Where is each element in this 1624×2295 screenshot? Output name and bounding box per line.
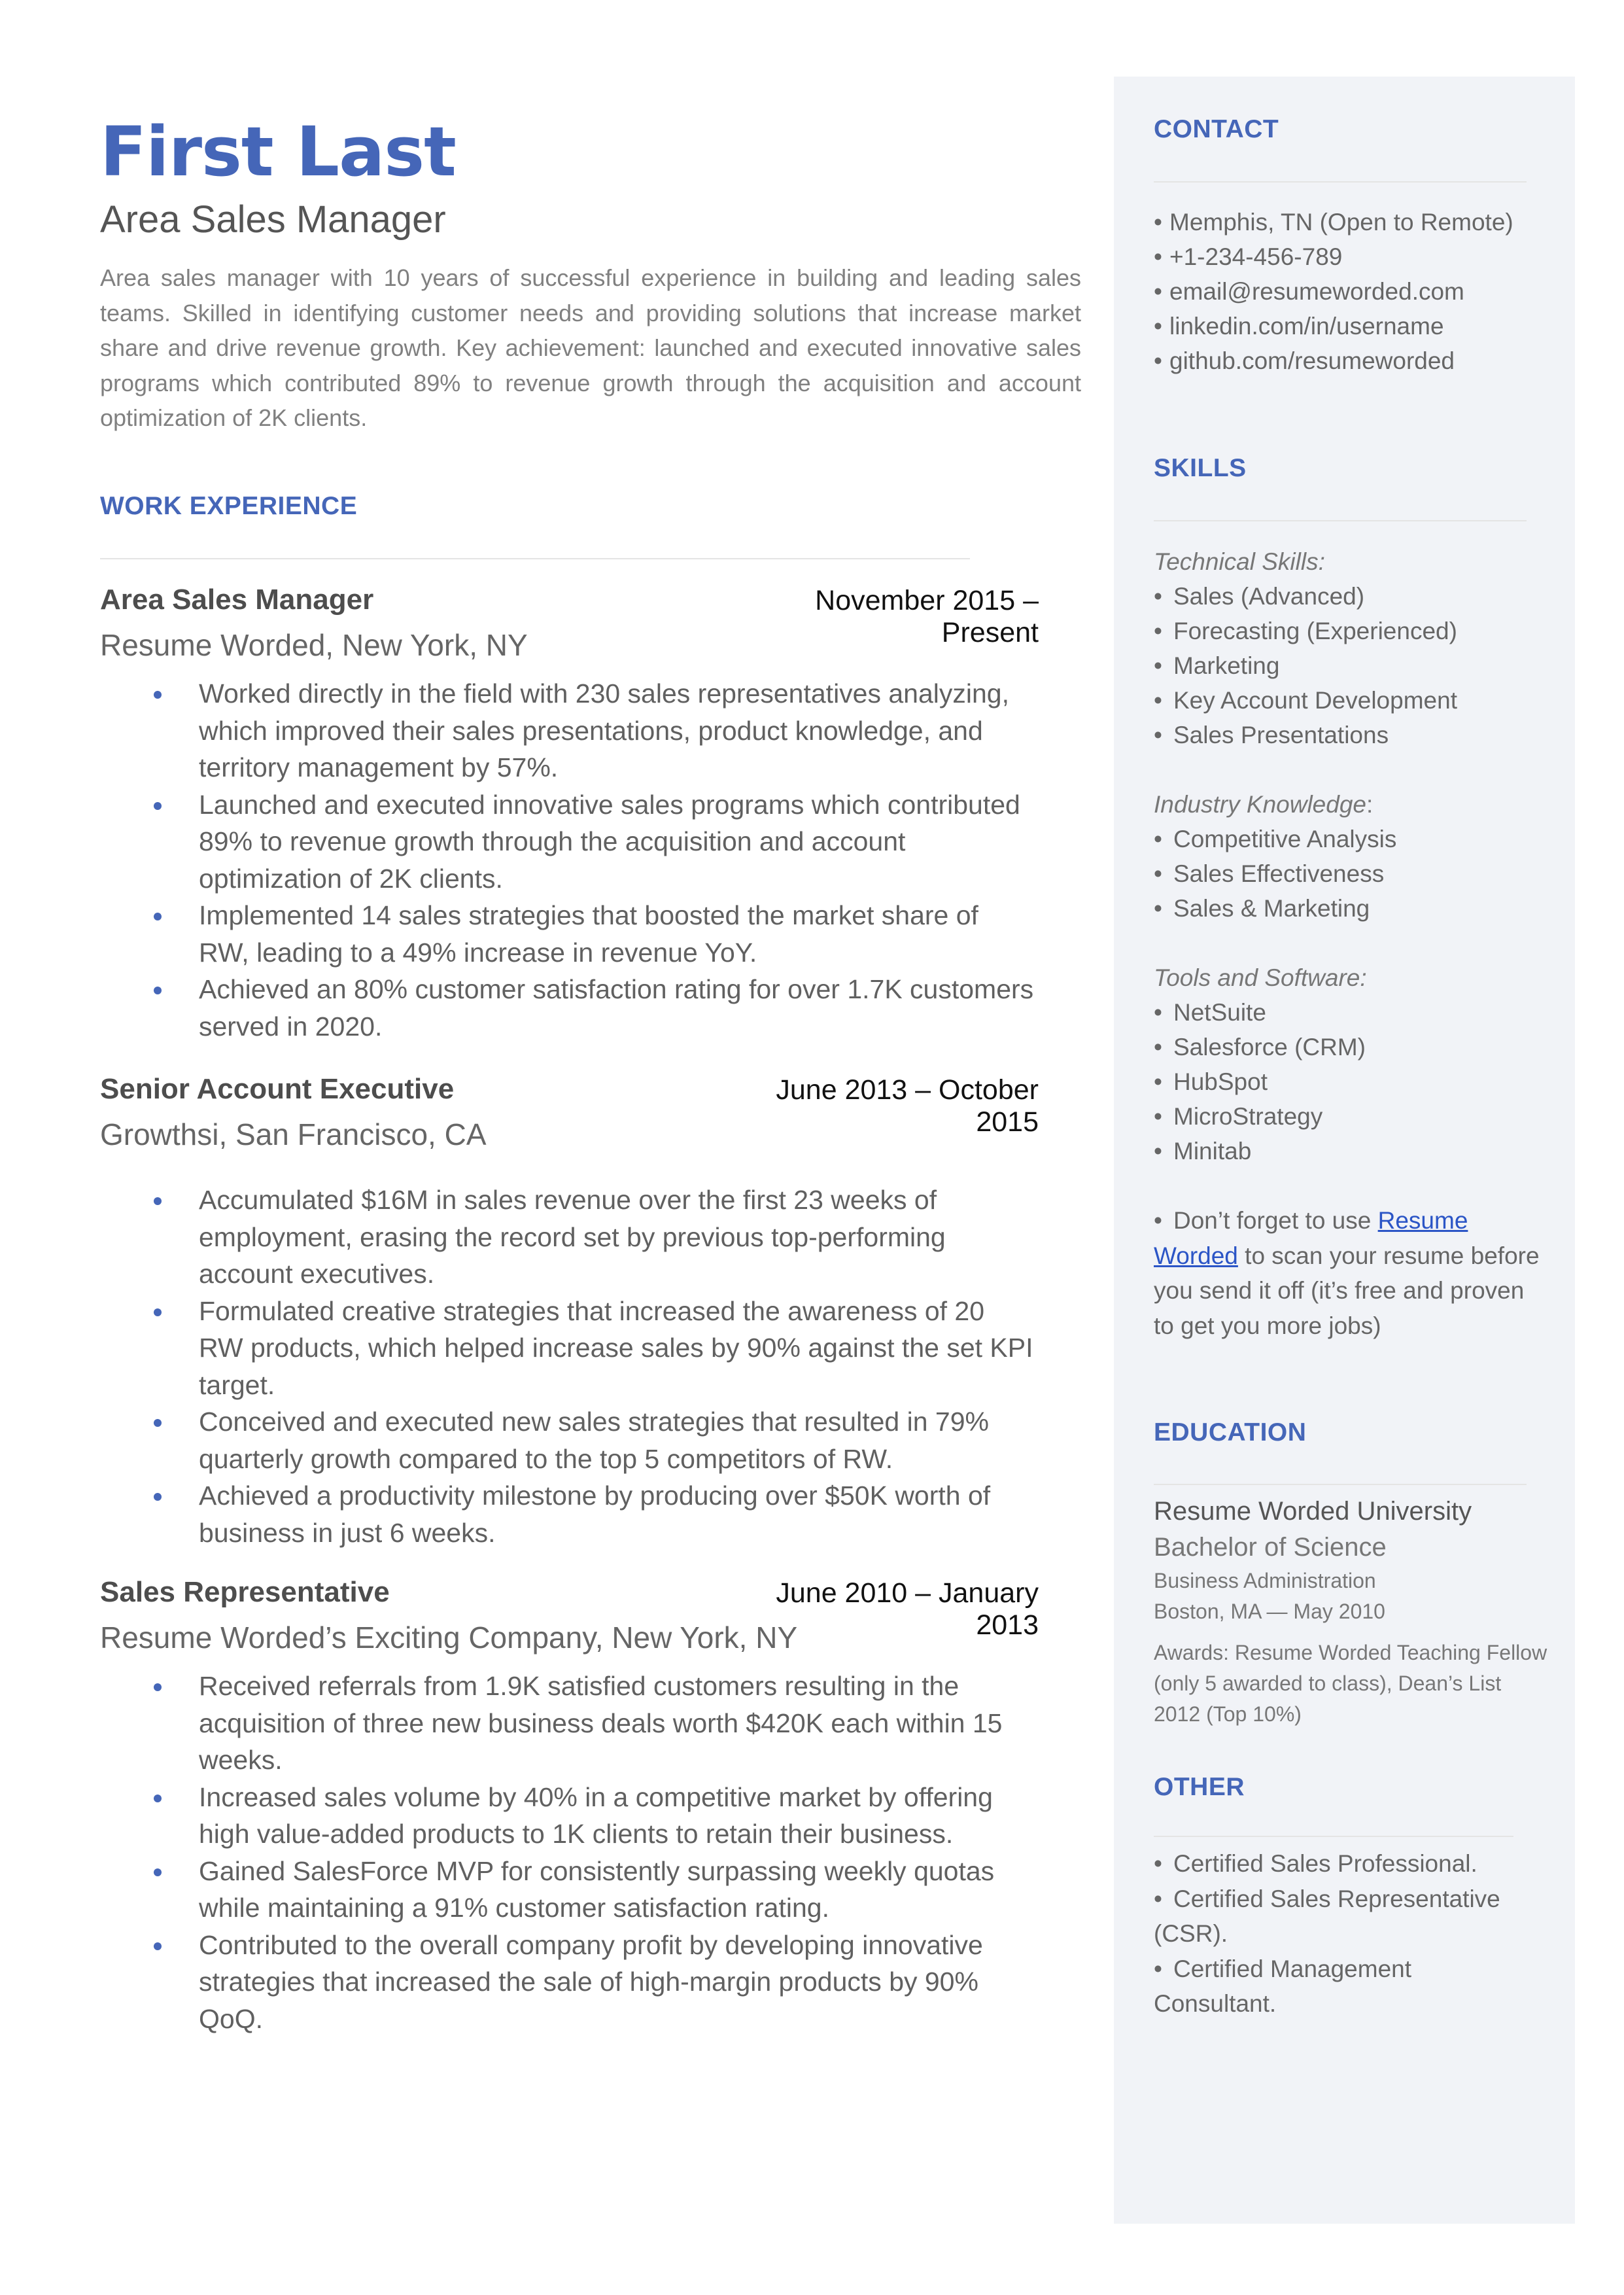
list-item	[1154, 614, 1546, 648]
skills-divider	[1154, 520, 1527, 521]
list-item	[100, 1853, 1035, 1927]
contact-text: linkedin.com/in/username	[1169, 313, 1444, 340]
list-item	[100, 1927, 1035, 2038]
job-title: Sales Representative	[100, 1576, 390, 1608]
contact-list	[1154, 205, 1546, 378]
bullet-icon: •	[1154, 860, 1162, 887]
bullet-icon: •	[1154, 1850, 1162, 1877]
tip-text-suffix: to scan your resume before you send it off (it’s free and proven to get you more jobs)	[1154, 1242, 1540, 1339]
job-date: November 2015 – Present	[815, 585, 1039, 648]
bullet-icon: •	[1154, 999, 1162, 1026]
certification-text: Certified Sales Professional.	[1173, 1850, 1477, 1877]
bullet-icon: •	[1154, 1034, 1162, 1060]
job-date: June 2013 – October 2015	[776, 1074, 1039, 1138]
job-date: June 2010 – January 2013	[776, 1577, 1039, 1641]
list-item	[100, 1779, 1035, 1853]
resume-header	[100, 111, 1081, 436]
list-item	[1154, 1134, 1546, 1168]
list-item	[1154, 579, 1546, 614]
contact-heading: CONTACT	[1154, 115, 1279, 143]
contact-phone	[1154, 239, 1546, 274]
list-item	[100, 897, 1035, 971]
bullet-icon: •	[1154, 652, 1162, 679]
degree-name: Bachelor of Science	[1154, 1533, 1387, 1562]
tools-software-label: Tools and Software:	[1154, 964, 1367, 991]
school-name: Resume Worded University	[1154, 1497, 1472, 1526]
bullet-text: Received referrals from 1.9K satisfied customers resulting in the acquisition of three new business deals worth $420K each within 15 weeks.	[199, 1671, 1003, 1775]
list-item	[1154, 1030, 1546, 1064]
bullet-text: Gained SalesForce MVP for consistently surpassing weekly quotas while maintaining a 91% customer satisfaction rating.	[199, 1855, 995, 1923]
contact-text: github.com/resumeworded	[1169, 347, 1455, 374]
list-item	[100, 1293, 1035, 1404]
bullet-icon: •	[1154, 895, 1162, 922]
resume-worded-link[interactable]: Resume Worded	[1154, 1207, 1468, 1269]
skills-block	[1154, 544, 1546, 1343]
list-item	[100, 1182, 1035, 1293]
certification-text: Certified Management Consultant.	[1154, 1955, 1412, 2017]
bullet-text: Formulated creative strategies that increased the awareness of 20 RW products, which helped increase sales by 90% against the set KPI target.	[199, 1295, 1033, 1400]
other-divider	[1154, 1836, 1513, 1837]
bullet-text: Increased sales volume by 40% in a competitive market by offering high value-added products to 1K clients to retain their business.	[199, 1781, 993, 1849]
bullet-text: Accumulated $16M in sales revenue over the first 23 weeks of employment, erasing the record set by previous top-performing account executives.	[199, 1185, 946, 1289]
bullet-icon: •	[1154, 1103, 1162, 1130]
list-item	[1154, 856, 1546, 891]
bullet-dot-icon	[154, 1942, 162, 1950]
bullet-dot-icon	[154, 1795, 162, 1802]
bullet-icon: •	[1154, 722, 1162, 748]
work-experience-divider	[100, 558, 970, 559]
bullet-icon: •	[1154, 278, 1162, 305]
list-item	[1154, 1846, 1540, 1882]
bullet-icon: •	[1154, 1885, 1162, 1912]
list-item	[100, 971, 1035, 1045]
other-heading: OTHER	[1154, 1773, 1245, 1801]
list-item	[100, 1668, 1035, 1779]
bullet-icon: •	[1154, 618, 1162, 644]
education-awards: Awards: Resume Worded Teaching Fellow (only 5 awarded to class), Dean’s List 2012 (Top 10%)	[1154, 1641, 1547, 1726]
bullet-icon: •	[1154, 313, 1162, 340]
other-list	[1154, 1846, 1540, 2022]
bullet-dot-icon	[154, 1493, 162, 1501]
bullet-text: Worked directly in the field with 230 sales representatives analyzing, which improved their sales presentations, product knowledge, and territory management by 57%.	[199, 678, 1009, 782]
bullet-text: Implemented 14 sales strategies that boosted the market share of RW, leading to a 49% increase in revenue YoY.	[199, 900, 978, 968]
industry-label-colon: :	[1366, 791, 1373, 818]
skill-text: NetSuite	[1173, 999, 1266, 1026]
bullet-icon: •	[1154, 826, 1162, 852]
job-bullets	[100, 1668, 1039, 2037]
bullet-text: Launched and executed innovative sales programs which contributed 89% to revenue growth through the acquisition and account optimization of 2K clients.	[199, 789, 1020, 894]
bullet-dot-icon	[154, 1197, 162, 1205]
bullet-icon: •	[1154, 687, 1162, 714]
contact-text: email@resumeworded.com	[1169, 278, 1464, 305]
skill-text: Sales (Advanced)	[1173, 583, 1365, 610]
degree-major: Business Administration	[1154, 1569, 1376, 1592]
bullet-icon: •	[1154, 1207, 1162, 1234]
certification-text: Certified Sales Representative (CSR).	[1154, 1885, 1500, 1947]
education-divider	[1154, 1484, 1527, 1485]
list-item	[1154, 1099, 1546, 1134]
bullet-icon: •	[1154, 347, 1162, 374]
bullet-dot-icon	[154, 987, 162, 994]
job-company: Resume Worded’s Exciting Company, New York, NY	[100, 1621, 798, 1655]
list-item	[1154, 995, 1546, 1030]
bullet-dot-icon	[154, 1868, 162, 1876]
technical-skills-label: Technical Skills:	[1154, 548, 1325, 575]
education-location-date: Boston, MA — May 2010	[1154, 1600, 1385, 1623]
tip-text-prefix: Don’t forget to use	[1173, 1207, 1378, 1234]
job-entry	[100, 1073, 1039, 1551]
job-company: Growthsi, San Francisco, CA	[100, 1117, 487, 1151]
skill-text: Sales & Marketing	[1173, 895, 1370, 922]
job-company: Resume Worded, New York, NY	[100, 628, 528, 662]
list-item	[1154, 648, 1546, 683]
skill-text: MicroStrategy	[1173, 1103, 1323, 1130]
candidate-name: First Last	[100, 112, 456, 192]
contact-linkedin	[1154, 309, 1546, 343]
bullet-dot-icon	[154, 691, 162, 699]
bullet-text: Contributed to the overall company profit by developing innovative strategies that increased the sale of high-margin products by 90% QoQ.	[199, 1929, 983, 2034]
bullet-dot-icon	[154, 802, 162, 810]
job-bullets	[100, 1182, 1039, 1551]
skill-text: Marketing	[1173, 652, 1280, 679]
list-item	[1154, 718, 1546, 752]
candidate-title: Area Sales Manager	[100, 198, 446, 241]
skill-text: Sales Presentations	[1173, 722, 1389, 748]
bullet-icon: •	[1154, 1955, 1162, 1982]
bullet-text: Achieved an 80% customer satisfaction rating for over 1.7K customers served in 2020.	[199, 974, 1034, 1042]
bullet-dot-icon	[154, 1419, 162, 1427]
bullet-icon: •	[1154, 209, 1162, 236]
contact-text: Memphis, TN (Open to Remote)	[1169, 209, 1513, 236]
job-title: Area Sales Manager	[100, 584, 374, 616]
bullet-dot-icon	[154, 1308, 162, 1316]
job-bullets	[100, 675, 1039, 1045]
skill-text: Sales Effectiveness	[1173, 860, 1385, 887]
list-item	[1154, 1064, 1546, 1099]
work-experience-heading: WORK EXPERIENCE	[100, 492, 358, 520]
skill-text: Forecasting (Experienced)	[1173, 618, 1457, 644]
job-entry	[100, 584, 1039, 1045]
skill-text: Key Account Development	[1173, 687, 1457, 714]
list-item	[100, 1403, 1035, 1477]
contact-divider	[1154, 181, 1527, 183]
bullet-dot-icon	[154, 1683, 162, 1691]
list-item	[1154, 822, 1546, 856]
bullet-icon: •	[1154, 1068, 1162, 1095]
skill-text: Competitive Analysis	[1173, 826, 1397, 852]
bullet-text: Conceived and executed new sales strategies that resulted in 79% quarterly growth compared to the top 5 competitors of RW.	[199, 1407, 989, 1474]
bullet-icon: •	[1154, 1138, 1162, 1165]
job-title: Senior Account Executive	[100, 1073, 455, 1105]
job-entry	[100, 1576, 1039, 2037]
contact-text: +1-234-456-789	[1169, 243, 1343, 270]
list-item	[1154, 683, 1546, 718]
contact-github	[1154, 343, 1546, 378]
bullet-icon: •	[1154, 583, 1162, 610]
summary-paragraph: Area sales manager with 10 years of successful experience in building and leading sales teams. Skilled in identifying customer needs and providing solutions that increase market share and drive revenue growth. Key achievement: launched and executed innovative sales programs which contributed 89% to revenue growth through the acquisition and account optimization of 2K clients.	[100, 264, 1081, 432]
bullet-icon: •	[1154, 243, 1162, 270]
list-item	[1154, 891, 1546, 926]
education-block	[1154, 1494, 1546, 1730]
bullet-text: Achieved a productivity milestone by producing over $50K worth of business in just 6 weeks.	[199, 1480, 991, 1548]
list-item	[100, 675, 1035, 786]
list-item	[1154, 1882, 1540, 1952]
education-heading: EDUCATION	[1154, 1418, 1307, 1446]
list-item	[100, 786, 1035, 898]
industry-label-text: Industry Knowledge	[1154, 791, 1366, 818]
skill-text: Minitab	[1173, 1138, 1252, 1165]
bullet-dot-icon	[154, 913, 162, 920]
industry-knowledge-label	[1154, 787, 1546, 822]
list-item	[100, 1477, 1035, 1551]
contact-location	[1154, 205, 1546, 239]
skill-text: Salesforce (CRM)	[1173, 1034, 1366, 1060]
skills-heading: SKILLS	[1154, 454, 1247, 482]
skill-text: HubSpot	[1173, 1068, 1268, 1095]
contact-email	[1154, 274, 1546, 309]
list-item	[1154, 1952, 1540, 2022]
resume-worded-tip	[1154, 1203, 1540, 1343]
